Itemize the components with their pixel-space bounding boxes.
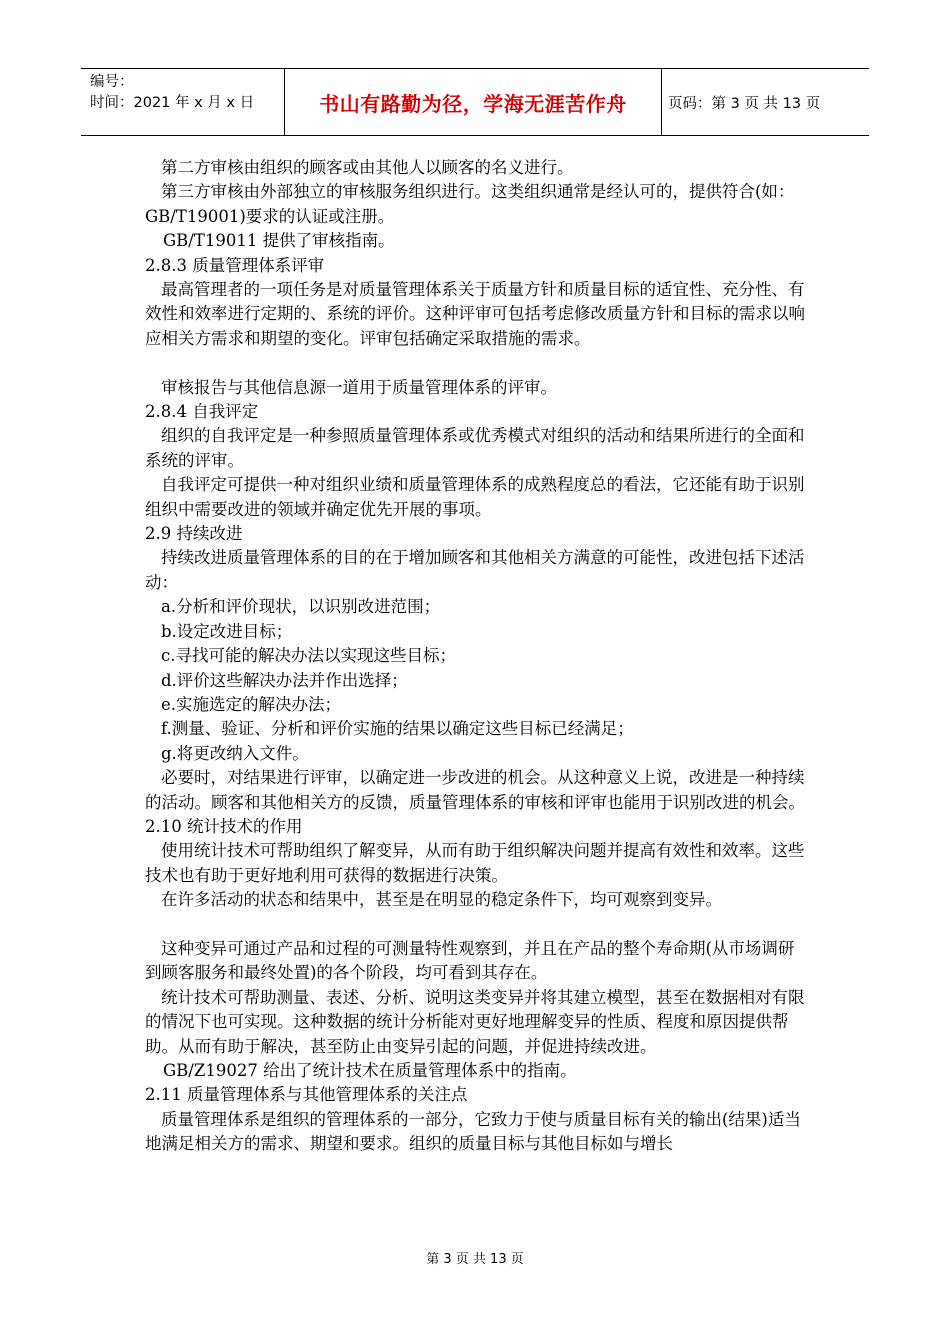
body-paragraph: 第三方审核由外部独立的审核服务组织进行。这类组织通常是经认可的，提供符合(如：GB/T19001)要求的认证或注册。	[145, 182, 795, 226]
section-heading: 2.11 质量管理体系与其他管理体系的关注点	[145, 1085, 468, 1105]
document-body	[145, 156, 810, 1157]
document-number-label: 编号：	[90, 74, 134, 90]
body-paragraph: 使用统计技术可帮助组织了解变异，从而有助于组织解决问题并提高有效性和效率。这些技术也有助于更好地利用可获得的数据进行决策。	[145, 841, 805, 885]
body-paragraph: d.评价这些解决办法并作出选择；	[161, 670, 408, 690]
body-paragraph: 审核报告与其他信息源一道用于质量管理体系的评审。	[161, 377, 557, 397]
body-paragraph: GB/T19011 提供了审核指南。	[163, 231, 395, 251]
body-paragraph: GB/Z19027 给出了统计技术在质量管理体系中的指南。	[163, 1061, 577, 1080]
body-paragraph: 质量管理体系是组织的管理体系的一部分，它致力于使与质量目标有关的输出(结果)适当地满足相关方的需求、期望和要求。组织的质量目标与其他目标如与增长	[145, 1109, 801, 1154]
page-footer: 第 3 页 共 13 页	[426, 1252, 524, 1267]
body-paragraph: 最高管理者的一项任务是对质量管理体系关于质量方针和质量目标的适宜性、充分性、有效性和效率进行定期的、系统的评价。这种评审可包括考虑修改质量方针和目标的需求以响应相关方需求和期望的变化。评审包括确定采取措施的需求。	[145, 280, 805, 348]
header-page-info-cell	[660, 69, 869, 135]
body-paragraph: 自我评定可提供一种对组织业绩和质量管理体系的成熟程度总的看法，它还能有助于识别组织中需要改进的领域并确定优先开展的事项。	[145, 475, 805, 519]
body-paragraph: g.将更改纳入文件。	[161, 743, 309, 763]
body-paragraph: b.设定改进目标；	[161, 621, 293, 641]
body-paragraph: 第二方审核由组织的顾客或由其他人以顾客的名义进行。	[161, 158, 574, 177]
body-paragraph: f.测量、验证、分析和评价实施的结果以确定这些目标已经满足；	[161, 719, 634, 739]
header-motto: 书山有路勤为径，学海无涯苦作舟	[319, 91, 627, 116]
section-heading: 2.10 统计技术的作用	[145, 816, 303, 836]
body-paragraph: 组织的自我评定是一种参照质量管理体系或优秀模式对组织的活动和结果所进行的全面和系统的评审。	[145, 426, 805, 470]
blank-line	[145, 913, 810, 937]
section-heading: 2.8.4 自我评定	[145, 402, 259, 422]
document-date-label: 时间：2021 年 x 月 x 日	[90, 95, 255, 111]
page-header	[81, 68, 869, 136]
body-paragraph: 这种变异可通过产品和过程的可测量特性观察到，并且在产品的整个寿命期(从市场调研到顾客服务和最终处置)的各个阶段，均可看到其存在。	[145, 938, 795, 983]
header-page-info: 页码：第 3 页 共 13 页	[668, 95, 821, 112]
section-heading: 2.9 持续改进	[145, 524, 243, 544]
body-paragraph: 持续改进质量管理体系的目的在于增加顾客和其他相关方满意的可能性，改进包括下述活动：	[145, 548, 805, 592]
header-motto-cell	[284, 69, 662, 135]
body-paragraph: c.寻找可能的解决办法以实现这些目标；	[161, 646, 456, 666]
section-heading: 2.8.3 质量管理体系评审	[145, 255, 325, 275]
body-paragraph: 统计技术可帮助测量、表述、分析、说明这类变异并将其建立模型，甚至在数据相对有限的情况下也可实现。这种数据的统计分析能对更好地理解变异的性质、程度和原因提供帮助。从而有助于解决，甚至防止由变异引起的问题，并促进持续改进。	[145, 987, 805, 1056]
body-paragraph: a.分析和评价现状，以识别改进范围；	[161, 597, 441, 617]
body-paragraph: e.实施选定的解决办法；	[161, 694, 342, 714]
body-paragraph: 必要时，对结果进行评审，以确定进一步改进的机会。从这种意义上说，改进是一种持续的活动。顾客和其他相关方的反馈，质量管理体系的审核和评审也能用于识别改进的机会。	[145, 768, 805, 812]
blank-line	[145, 351, 810, 375]
body-paragraph: 在许多活动的状态和结果中，甚至是在明显的稳定条件下，均可观察到变异。	[161, 890, 722, 910]
header-left-cell	[81, 69, 281, 135]
